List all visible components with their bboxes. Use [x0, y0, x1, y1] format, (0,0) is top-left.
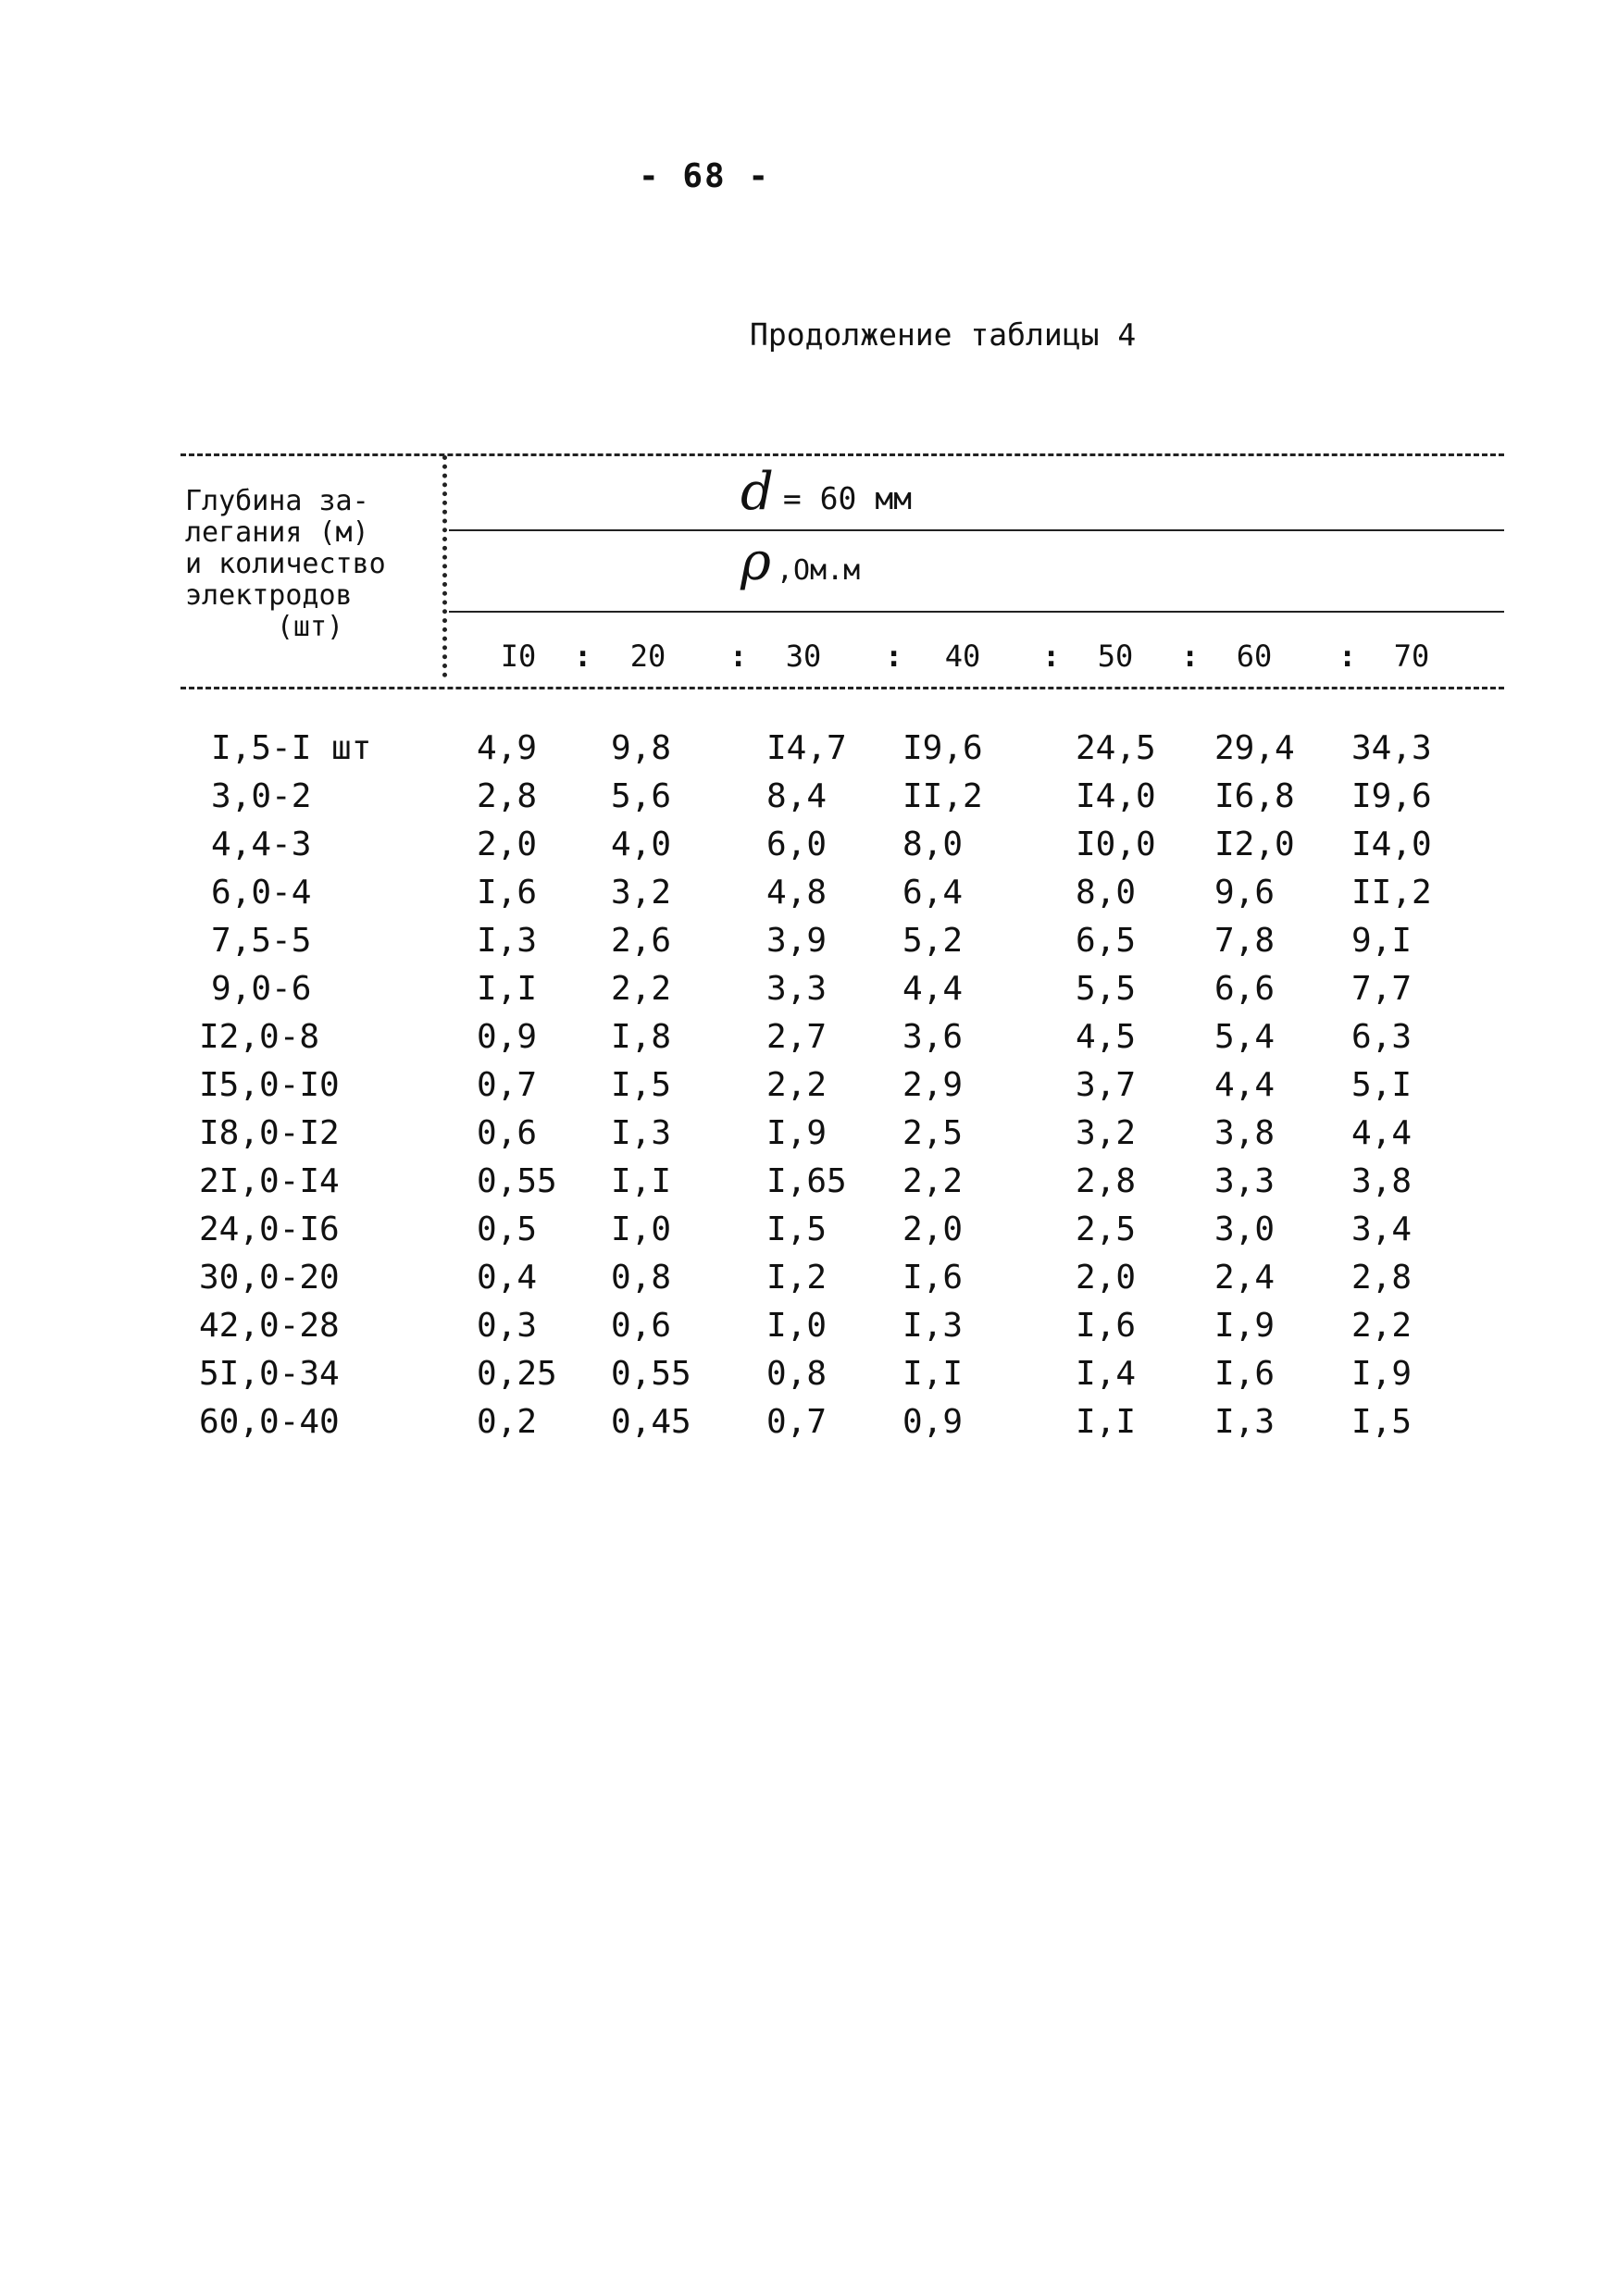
table-cell: I,4: [1076, 1355, 1137, 1393]
table-cell: 3,8: [1214, 1114, 1276, 1152]
table-row: [0, 729, 1618, 776]
table-cell: 2,8: [1076, 1162, 1137, 1200]
table-row: [0, 1259, 1618, 1305]
row-label: I,5-I шт: [211, 729, 372, 767]
table-cell: 6,4: [902, 874, 964, 912]
table-row: [0, 1114, 1618, 1160]
table-cell: 0,6: [477, 1114, 538, 1152]
table-cell: 4,4: [902, 970, 964, 1008]
table-row: [0, 1210, 1618, 1257]
table-cell: 5,6: [611, 777, 672, 815]
table-cell: I9,6: [902, 729, 983, 767]
table-caption: Продолжение таблицы 4: [750, 316, 1137, 353]
column-header: 30: [785, 639, 822, 674]
table-cell: I,I: [611, 1162, 672, 1200]
row-label: 2I,0-I4: [199, 1162, 340, 1200]
table-row: [0, 922, 1618, 968]
table-cell: 0,55: [477, 1162, 557, 1200]
table-cell: I,3: [1214, 1403, 1276, 1441]
table-cell: I,65: [766, 1162, 847, 1200]
stub-header-line-3: и количество: [185, 548, 386, 580]
table-cell: 6,6: [1214, 970, 1276, 1008]
column-header: 40: [944, 639, 981, 674]
table-row: [0, 1162, 1618, 1209]
table-cell: I,8: [611, 1018, 672, 1056]
table-cell: II,2: [902, 777, 983, 815]
table-cell: 2,2: [766, 1066, 828, 1104]
table-cell: I,0: [611, 1210, 672, 1248]
table-top-rule: [180, 453, 1504, 456]
table-row: [0, 1307, 1618, 1353]
table-cell: 4,8: [766, 874, 828, 912]
diameter-header: [741, 462, 912, 522]
column-header: 20: [629, 639, 666, 674]
table-cell: 5,I: [1351, 1066, 1413, 1104]
table-cell: I,9: [1351, 1355, 1413, 1393]
table-cell: 0,2: [477, 1403, 538, 1441]
stub-separator: [442, 455, 447, 677]
diameter-rule: [449, 529, 1504, 531]
table-cell: I4,7: [766, 729, 847, 767]
table-cell: 0,6: [611, 1307, 672, 1345]
row-label: 4,4-3: [211, 825, 312, 863]
table-cell: I,6: [477, 874, 538, 912]
diameter-symbol: d: [741, 462, 774, 522]
table-cell: I,5: [611, 1066, 672, 1104]
column-header: 60: [1236, 639, 1273, 674]
row-label: 24,0-I6: [199, 1210, 340, 1248]
column-divider: :: [729, 639, 748, 674]
table-cell: I,5: [1351, 1403, 1413, 1441]
table-cell: I,I: [1076, 1403, 1137, 1441]
column-divider: :: [1181, 639, 1200, 674]
row-label: I5,0-I0: [199, 1066, 340, 1104]
table-cell: 6,5: [1076, 922, 1137, 960]
table-row: [0, 970, 1618, 1016]
table-cell: 2,7: [766, 1018, 828, 1056]
table-cell: 0,4: [477, 1259, 538, 1297]
table-row: [0, 1066, 1618, 1112]
table-cell: I,I: [477, 970, 538, 1008]
table-row: [0, 874, 1618, 920]
column-divider: :: [885, 639, 903, 674]
table-cell: I,2: [766, 1259, 828, 1297]
table-cell: 3,3: [766, 970, 828, 1008]
table-cell: I0,0: [1076, 825, 1156, 863]
table-cell: I,5: [766, 1210, 828, 1248]
table-cell: 2,2: [902, 1162, 964, 1200]
column-divider: :: [1338, 639, 1357, 674]
table-cell: I4,0: [1351, 825, 1432, 863]
header-bottom-rule: [180, 687, 1504, 689]
table-cell: 2,5: [1076, 1210, 1137, 1248]
table-cell: 7,7: [1351, 970, 1413, 1008]
table-cell: I,3: [477, 922, 538, 960]
table-cell: 3,3: [1214, 1162, 1276, 1200]
page-number: - 68 -: [639, 157, 771, 195]
table-cell: 0,7: [766, 1403, 828, 1441]
table-cell: 2,8: [1351, 1259, 1413, 1297]
table-cell: I4,0: [1076, 777, 1156, 815]
table-cell: 0,9: [477, 1018, 538, 1056]
table-cell: I,3: [902, 1307, 964, 1345]
table-cell: I,0: [766, 1307, 828, 1345]
column-divider: :: [574, 639, 592, 674]
table-cell: 2,2: [611, 970, 672, 1008]
stub-header-line-5: (шт): [276, 611, 344, 643]
table-cell: 3,8: [1351, 1162, 1413, 1200]
table-cell: 8,0: [902, 825, 964, 863]
resistivity-unit: ,Ом.м: [776, 554, 861, 587]
table-cell: I,I: [902, 1355, 964, 1393]
table-cell: 2,2: [1351, 1307, 1413, 1345]
table-cell: 3,0: [1214, 1210, 1276, 1248]
table-cell: 3,4: [1351, 1210, 1413, 1248]
column-header: I0: [500, 639, 537, 674]
stub-header-line-4: электродов: [185, 579, 353, 612]
table-cell: 4,4: [1214, 1066, 1276, 1104]
table-cell: 0,7: [477, 1066, 538, 1104]
table-cell: 4,0: [611, 825, 672, 863]
row-label: 7,5-5: [211, 922, 312, 960]
table-cell: 2,8: [477, 777, 538, 815]
table-cell: 2,4: [1214, 1259, 1276, 1297]
table-cell: 9,I: [1351, 922, 1413, 960]
diameter-value: = 60 мм: [782, 480, 912, 516]
resistivity-symbol: ρ: [741, 532, 771, 592]
table-cell: 0,5: [477, 1210, 538, 1248]
row-label: 9,0-6: [211, 970, 312, 1008]
table-cell: 7,8: [1214, 922, 1276, 960]
table-cell: 3,2: [1076, 1114, 1137, 1152]
table-cell: 0,45: [611, 1403, 691, 1441]
table-cell: 2,0: [477, 825, 538, 863]
row-label: 5I,0-34: [199, 1355, 340, 1393]
column-divider: :: [1042, 639, 1061, 674]
table-cell: 0,25: [477, 1355, 557, 1393]
table-cell: 4,9: [477, 729, 538, 767]
table-cell: I,3: [611, 1114, 672, 1152]
row-label: I8,0-I2: [199, 1114, 340, 1152]
column-header: 50: [1097, 639, 1134, 674]
table-cell: 6,3: [1351, 1018, 1413, 1056]
row-label: 42,0-28: [199, 1307, 340, 1345]
table-row: [0, 777, 1618, 824]
row-label: 3,0-2: [211, 777, 312, 815]
table-cell: 3,9: [766, 922, 828, 960]
stub-header: [185, 486, 435, 643]
table-cell: 5,4: [1214, 1018, 1276, 1056]
stub-header-line-2: легания (м): [185, 516, 369, 549]
table-cell: 4,4: [1351, 1114, 1413, 1152]
table-cell: 34,3: [1351, 729, 1432, 767]
table-cell: 0,8: [766, 1355, 828, 1393]
table-cell: 9,6: [1214, 874, 1276, 912]
table-cell: 8,4: [766, 777, 828, 815]
stub-header-line-1: Глубина за-: [185, 485, 369, 517]
table-cell: I6,8: [1214, 777, 1295, 815]
table-cell: I,9: [766, 1114, 828, 1152]
table-cell: 2,0: [902, 1210, 964, 1248]
column-header: 70: [1393, 639, 1430, 674]
table-cell: 2,9: [902, 1066, 964, 1104]
table-cell: 8,0: [1076, 874, 1137, 912]
table-cell: I,6: [1076, 1307, 1137, 1345]
table-cell: 2,6: [611, 922, 672, 960]
table-cell: 6,0: [766, 825, 828, 863]
table-cell: I9,6: [1351, 777, 1432, 815]
resistivity-header: [741, 532, 861, 592]
table-row: [0, 1403, 1618, 1449]
table-cell: 0,9: [902, 1403, 964, 1441]
table-cell: 9,8: [611, 729, 672, 767]
table-cell: 0,55: [611, 1355, 691, 1393]
row-label: 30,0-20: [199, 1259, 340, 1297]
table-cell: 3,7: [1076, 1066, 1137, 1104]
table-cell: 3,6: [902, 1018, 964, 1056]
table-cell: II,2: [1351, 874, 1432, 912]
table-cell: 0,3: [477, 1307, 538, 1345]
table-cell: 5,2: [902, 922, 964, 960]
table-cell: 2,5: [902, 1114, 964, 1152]
table-cell: I,6: [1214, 1355, 1276, 1393]
table-cell: 0,8: [611, 1259, 672, 1297]
row-label: 6,0-4: [211, 874, 312, 912]
table-cell: 2,0: [1076, 1259, 1137, 1297]
resistivity-rule: [449, 611, 1504, 613]
table-row: [0, 825, 1618, 872]
row-label: 60,0-40: [199, 1403, 340, 1441]
table-cell: 24,5: [1076, 729, 1156, 767]
table-cell: I2,0: [1214, 825, 1295, 863]
table-cell: 29,4: [1214, 729, 1295, 767]
table-cell: 4,5: [1076, 1018, 1137, 1056]
table-cell: 5,5: [1076, 970, 1137, 1008]
table-row: [0, 1018, 1618, 1064]
table-cell: I,6: [902, 1259, 964, 1297]
row-label: I2,0-8: [199, 1018, 320, 1056]
table-cell: I,9: [1214, 1307, 1276, 1345]
table-cell: 3,2: [611, 874, 672, 912]
table-row: [0, 1355, 1618, 1401]
